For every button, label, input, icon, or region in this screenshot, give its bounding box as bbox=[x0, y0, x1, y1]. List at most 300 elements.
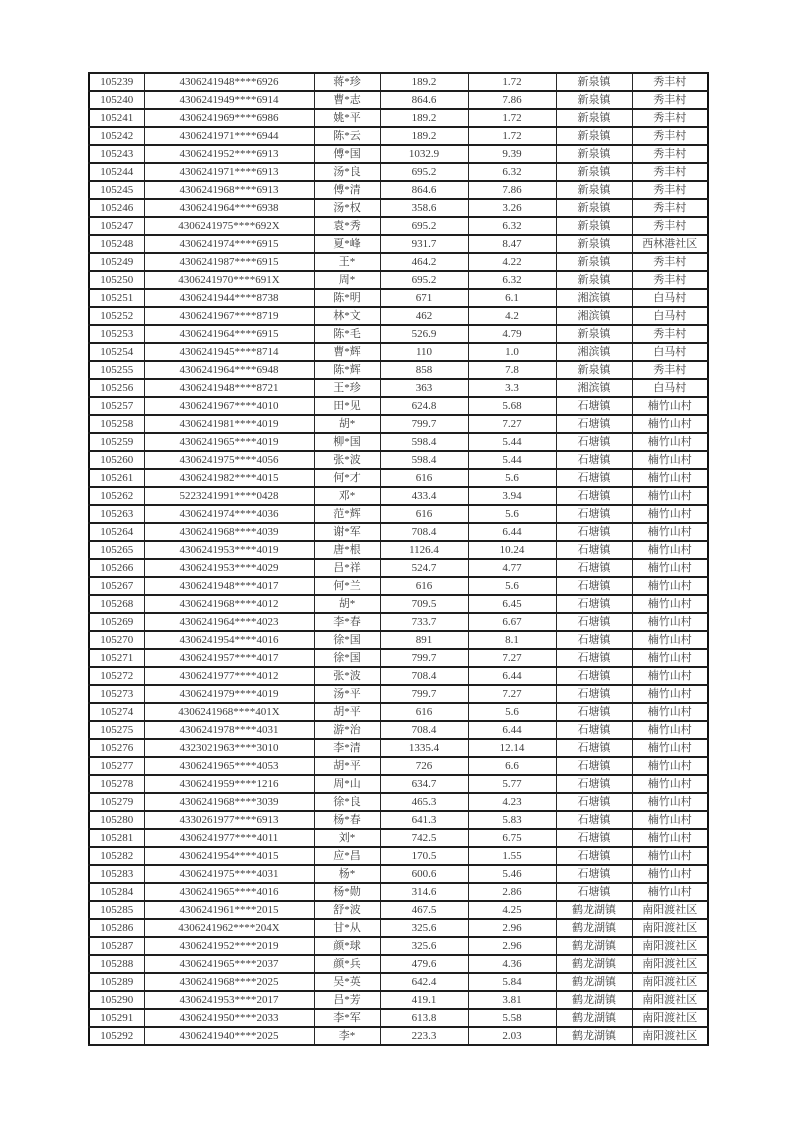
table-row bbox=[89, 541, 708, 559]
name-cell: 田*见 bbox=[314, 397, 380, 415]
village-cell: 楠竹山村 bbox=[632, 685, 708, 703]
village-cell: 楠竹山村 bbox=[632, 775, 708, 793]
name-cell: 邓* bbox=[314, 487, 380, 505]
town-cell: 新泉镇 bbox=[556, 73, 632, 91]
town-cell: 新泉镇 bbox=[556, 127, 632, 145]
serial-number-cell: 105266 bbox=[89, 559, 144, 577]
area-cell: 7.86 bbox=[468, 91, 556, 109]
serial-number-cell: 105278 bbox=[89, 775, 144, 793]
serial-number-cell: 105264 bbox=[89, 523, 144, 541]
id-number-cell: 4306241953****4029 bbox=[144, 559, 314, 577]
amount-cell: 598.4 bbox=[380, 433, 468, 451]
id-number-cell: 4306241965****2037 bbox=[144, 955, 314, 973]
table-row bbox=[89, 469, 708, 487]
area-cell: 5.77 bbox=[468, 775, 556, 793]
name-cell: 陈*明 bbox=[314, 289, 380, 307]
name-cell: 陈*毛 bbox=[314, 325, 380, 343]
table-row bbox=[89, 667, 708, 685]
name-cell: 胡*平 bbox=[314, 703, 380, 721]
area-cell: 5.83 bbox=[468, 811, 556, 829]
serial-number-cell: 105257 bbox=[89, 397, 144, 415]
town-cell: 石塘镇 bbox=[556, 505, 632, 523]
area-cell: 6.32 bbox=[468, 271, 556, 289]
serial-number-cell: 105281 bbox=[89, 829, 144, 847]
name-cell: 王* bbox=[314, 253, 380, 271]
table-row bbox=[89, 649, 708, 667]
amount-cell: 634.7 bbox=[380, 775, 468, 793]
table-row bbox=[89, 289, 708, 307]
town-cell: 新泉镇 bbox=[556, 181, 632, 199]
serial-number-cell: 105271 bbox=[89, 649, 144, 667]
amount-cell: 325.6 bbox=[380, 919, 468, 937]
village-cell: 南阳渡社区 bbox=[632, 991, 708, 1009]
town-cell: 石塘镇 bbox=[556, 649, 632, 667]
id-number-cell: 4306241944****8738 bbox=[144, 289, 314, 307]
amount-cell: 616 bbox=[380, 505, 468, 523]
village-cell: 南阳渡社区 bbox=[632, 937, 708, 955]
area-cell: 6.32 bbox=[468, 217, 556, 235]
table-row bbox=[89, 829, 708, 847]
name-cell: 舒*波 bbox=[314, 901, 380, 919]
table-row bbox=[89, 145, 708, 163]
area-cell: 5.44 bbox=[468, 433, 556, 451]
area-cell: 1.72 bbox=[468, 73, 556, 91]
serial-number-cell: 105265 bbox=[89, 541, 144, 559]
area-cell: 6.32 bbox=[468, 163, 556, 181]
serial-number-cell: 105288 bbox=[89, 955, 144, 973]
area-cell: 2.86 bbox=[468, 883, 556, 901]
serial-number-cell: 105287 bbox=[89, 937, 144, 955]
serial-number-cell: 105290 bbox=[89, 991, 144, 1009]
table-row bbox=[89, 505, 708, 523]
name-cell: 汤*权 bbox=[314, 199, 380, 217]
amount-cell: 799.7 bbox=[380, 685, 468, 703]
table-row bbox=[89, 271, 708, 289]
table-row bbox=[89, 883, 708, 901]
serial-number-cell: 105245 bbox=[89, 181, 144, 199]
id-number-cell: 4306241964****6948 bbox=[144, 361, 314, 379]
serial-number-cell: 105279 bbox=[89, 793, 144, 811]
id-number-cell: 4306241978****4031 bbox=[144, 721, 314, 739]
id-number-cell: 4306241975****692X bbox=[144, 217, 314, 235]
amount-cell: 742.5 bbox=[380, 829, 468, 847]
amount-cell: 419.1 bbox=[380, 991, 468, 1009]
id-number-cell: 4323021963****3010 bbox=[144, 739, 314, 757]
name-cell: 陈*云 bbox=[314, 127, 380, 145]
village-cell: 楠竹山村 bbox=[632, 415, 708, 433]
town-cell: 新泉镇 bbox=[556, 91, 632, 109]
area-cell: 7.27 bbox=[468, 649, 556, 667]
area-cell: 6.44 bbox=[468, 667, 556, 685]
village-cell: 楠竹山村 bbox=[632, 865, 708, 883]
area-cell: 3.3 bbox=[468, 379, 556, 397]
town-cell: 石塘镇 bbox=[556, 811, 632, 829]
amount-cell: 598.4 bbox=[380, 451, 468, 469]
amount-cell: 799.7 bbox=[380, 415, 468, 433]
town-cell: 鹤龙湖镇 bbox=[556, 1027, 632, 1045]
table-row bbox=[89, 631, 708, 649]
serial-number-cell: 105270 bbox=[89, 631, 144, 649]
name-cell: 林*文 bbox=[314, 307, 380, 325]
amount-cell: 616 bbox=[380, 469, 468, 487]
area-cell: 2.03 bbox=[468, 1027, 556, 1045]
table-row bbox=[89, 811, 708, 829]
village-cell: 楠竹山村 bbox=[632, 829, 708, 847]
town-cell: 湘滨镇 bbox=[556, 289, 632, 307]
town-cell: 鹤龙湖镇 bbox=[556, 937, 632, 955]
amount-cell: 616 bbox=[380, 703, 468, 721]
name-cell: 颜*兵 bbox=[314, 955, 380, 973]
area-cell: 1.55 bbox=[468, 847, 556, 865]
town-cell: 湘滨镇 bbox=[556, 379, 632, 397]
serial-number-cell: 105275 bbox=[89, 721, 144, 739]
town-cell: 石塘镇 bbox=[556, 397, 632, 415]
table-row bbox=[89, 379, 708, 397]
town-cell: 石塘镇 bbox=[556, 865, 632, 883]
name-cell: 汤*良 bbox=[314, 163, 380, 181]
area-cell: 10.24 bbox=[468, 541, 556, 559]
town-cell: 湘滨镇 bbox=[556, 343, 632, 361]
amount-cell: 709.5 bbox=[380, 595, 468, 613]
serial-number-cell: 105250 bbox=[89, 271, 144, 289]
serial-number-cell: 105276 bbox=[89, 739, 144, 757]
town-cell: 新泉镇 bbox=[556, 109, 632, 127]
village-cell: 秀丰村 bbox=[632, 181, 708, 199]
area-cell: 1.0 bbox=[468, 343, 556, 361]
village-cell: 楠竹山村 bbox=[632, 631, 708, 649]
table-row bbox=[89, 919, 708, 937]
village-cell: 楠竹山村 bbox=[632, 505, 708, 523]
serial-number-cell: 105258 bbox=[89, 415, 144, 433]
amount-cell: 864.6 bbox=[380, 181, 468, 199]
id-number-cell: 4306241979****4019 bbox=[144, 685, 314, 703]
town-cell: 石塘镇 bbox=[556, 829, 632, 847]
town-cell: 石塘镇 bbox=[556, 613, 632, 631]
village-cell: 楠竹山村 bbox=[632, 667, 708, 685]
name-cell: 范*辉 bbox=[314, 505, 380, 523]
serial-number-cell: 105280 bbox=[89, 811, 144, 829]
amount-cell: 708.4 bbox=[380, 721, 468, 739]
village-cell: 南阳渡社区 bbox=[632, 973, 708, 991]
area-cell: 4.79 bbox=[468, 325, 556, 343]
town-cell: 鹤龙湖镇 bbox=[556, 1009, 632, 1027]
area-cell: 5.6 bbox=[468, 505, 556, 523]
village-cell: 楠竹山村 bbox=[632, 613, 708, 631]
serial-number-cell: 105273 bbox=[89, 685, 144, 703]
area-cell: 3.94 bbox=[468, 487, 556, 505]
area-cell: 4.2 bbox=[468, 307, 556, 325]
village-cell: 楠竹山村 bbox=[632, 721, 708, 739]
village-cell: 白马村 bbox=[632, 307, 708, 325]
id-number-cell: 4306241977****4012 bbox=[144, 667, 314, 685]
village-cell: 秀丰村 bbox=[632, 73, 708, 91]
name-cell: 何*兰 bbox=[314, 577, 380, 595]
area-cell: 4.25 bbox=[468, 901, 556, 919]
town-cell: 石塘镇 bbox=[556, 703, 632, 721]
id-number-cell: 4306241945****8714 bbox=[144, 343, 314, 361]
amount-cell: 726 bbox=[380, 757, 468, 775]
serial-number-cell: 105282 bbox=[89, 847, 144, 865]
table-row bbox=[89, 523, 708, 541]
town-cell: 石塘镇 bbox=[556, 847, 632, 865]
id-number-cell: 4306241948****8721 bbox=[144, 379, 314, 397]
table-body bbox=[89, 73, 708, 1045]
serial-number-cell: 105289 bbox=[89, 973, 144, 991]
amount-cell: 642.4 bbox=[380, 973, 468, 991]
table-row bbox=[89, 163, 708, 181]
table-row bbox=[89, 199, 708, 217]
serial-number-cell: 105242 bbox=[89, 127, 144, 145]
area-cell: 6.75 bbox=[468, 829, 556, 847]
town-cell: 石塘镇 bbox=[556, 451, 632, 469]
area-cell: 2.96 bbox=[468, 919, 556, 937]
village-cell: 楠竹山村 bbox=[632, 739, 708, 757]
village-cell: 南阳渡社区 bbox=[632, 901, 708, 919]
id-number-cell: 4306241962****204X bbox=[144, 919, 314, 937]
serial-number-cell: 105247 bbox=[89, 217, 144, 235]
id-number-cell: 4306241965****4053 bbox=[144, 757, 314, 775]
table-row bbox=[89, 775, 708, 793]
serial-number-cell: 105259 bbox=[89, 433, 144, 451]
town-cell: 新泉镇 bbox=[556, 235, 632, 253]
village-cell: 楠竹山村 bbox=[632, 883, 708, 901]
area-cell: 7.27 bbox=[468, 415, 556, 433]
town-cell: 鹤龙湖镇 bbox=[556, 955, 632, 973]
id-number-cell: 4330261977****6913 bbox=[144, 811, 314, 829]
serial-number-cell: 105267 bbox=[89, 577, 144, 595]
id-number-cell: 4306241981****4019 bbox=[144, 415, 314, 433]
id-number-cell: 4306241948****6926 bbox=[144, 73, 314, 91]
name-cell: 李*军 bbox=[314, 1009, 380, 1027]
id-number-cell: 4306241965****4016 bbox=[144, 883, 314, 901]
name-cell: 王*珍 bbox=[314, 379, 380, 397]
amount-cell: 189.2 bbox=[380, 73, 468, 91]
town-cell: 石塘镇 bbox=[556, 739, 632, 757]
table-row bbox=[89, 865, 708, 883]
serial-number-cell: 105285 bbox=[89, 901, 144, 919]
area-cell: 1.72 bbox=[468, 109, 556, 127]
id-number-cell: 4306241953****2017 bbox=[144, 991, 314, 1009]
amount-cell: 616 bbox=[380, 577, 468, 595]
name-cell: 吴*英 bbox=[314, 973, 380, 991]
name-cell: 傅*清 bbox=[314, 181, 380, 199]
village-cell: 秀丰村 bbox=[632, 217, 708, 235]
amount-cell: 733.7 bbox=[380, 613, 468, 631]
table-row bbox=[89, 343, 708, 361]
amount-cell: 189.2 bbox=[380, 109, 468, 127]
area-cell: 12.14 bbox=[468, 739, 556, 757]
serial-number-cell: 105251 bbox=[89, 289, 144, 307]
town-cell: 鹤龙湖镇 bbox=[556, 919, 632, 937]
amount-cell: 1335.4 bbox=[380, 739, 468, 757]
name-cell: 柳*国 bbox=[314, 433, 380, 451]
amount-cell: 223.3 bbox=[380, 1027, 468, 1045]
village-cell: 秀丰村 bbox=[632, 109, 708, 127]
area-cell: 5.84 bbox=[468, 973, 556, 991]
town-cell: 石塘镇 bbox=[556, 595, 632, 613]
town-cell: 鹤龙湖镇 bbox=[556, 991, 632, 1009]
village-cell: 秀丰村 bbox=[632, 325, 708, 343]
name-cell: 曹*辉 bbox=[314, 343, 380, 361]
name-cell: 夏*峰 bbox=[314, 235, 380, 253]
table-row bbox=[89, 955, 708, 973]
area-cell: 8.1 bbox=[468, 631, 556, 649]
serial-number-cell: 105283 bbox=[89, 865, 144, 883]
table-row bbox=[89, 433, 708, 451]
id-number-cell: 4306241968****4039 bbox=[144, 523, 314, 541]
name-cell: 吕*芳 bbox=[314, 991, 380, 1009]
name-cell: 谢*军 bbox=[314, 523, 380, 541]
id-number-cell: 4306241970****691X bbox=[144, 271, 314, 289]
serial-number-cell: 105248 bbox=[89, 235, 144, 253]
town-cell: 石塘镇 bbox=[556, 541, 632, 559]
amount-cell: 524.7 bbox=[380, 559, 468, 577]
town-cell: 石塘镇 bbox=[556, 793, 632, 811]
id-number-cell: 4306241953****4019 bbox=[144, 541, 314, 559]
area-cell: 1.72 bbox=[468, 127, 556, 145]
amount-cell: 695.2 bbox=[380, 271, 468, 289]
table-row bbox=[89, 937, 708, 955]
village-cell: 楠竹山村 bbox=[632, 433, 708, 451]
name-cell: 徐*国 bbox=[314, 649, 380, 667]
id-number-cell: 4306241971****6913 bbox=[144, 163, 314, 181]
table-row bbox=[89, 1027, 708, 1045]
table-row bbox=[89, 703, 708, 721]
id-number-cell: 4306241964****4023 bbox=[144, 613, 314, 631]
amount-cell: 931.7 bbox=[380, 235, 468, 253]
id-number-cell: 4306241967****8719 bbox=[144, 307, 314, 325]
serial-number-cell: 105269 bbox=[89, 613, 144, 631]
id-number-cell: 4306241954****4015 bbox=[144, 847, 314, 865]
area-cell: 6.6 bbox=[468, 757, 556, 775]
serial-number-cell: 105241 bbox=[89, 109, 144, 127]
serial-number-cell: 105255 bbox=[89, 361, 144, 379]
area-cell: 9.39 bbox=[468, 145, 556, 163]
amount-cell: 708.4 bbox=[380, 667, 468, 685]
table-row bbox=[89, 217, 708, 235]
id-number-cell: 4306241967****4010 bbox=[144, 397, 314, 415]
amount-cell: 363 bbox=[380, 379, 468, 397]
village-cell: 楠竹山村 bbox=[632, 811, 708, 829]
amount-cell: 479.6 bbox=[380, 955, 468, 973]
name-cell: 傅*国 bbox=[314, 145, 380, 163]
serial-number-cell: 105240 bbox=[89, 91, 144, 109]
amount-cell: 858 bbox=[380, 361, 468, 379]
name-cell: 汤*平 bbox=[314, 685, 380, 703]
area-cell: 4.22 bbox=[468, 253, 556, 271]
village-cell: 楠竹山村 bbox=[632, 469, 708, 487]
table-row bbox=[89, 577, 708, 595]
name-cell: 张*波 bbox=[314, 667, 380, 685]
name-cell: 刘* bbox=[314, 829, 380, 847]
id-number-cell: 4306241948****4017 bbox=[144, 577, 314, 595]
name-cell: 杨*春 bbox=[314, 811, 380, 829]
table-row bbox=[89, 253, 708, 271]
village-cell: 白马村 bbox=[632, 289, 708, 307]
name-cell: 何*才 bbox=[314, 469, 380, 487]
name-cell: 张*波 bbox=[314, 451, 380, 469]
village-cell: 楠竹山村 bbox=[632, 595, 708, 613]
table-row bbox=[89, 109, 708, 127]
amount-cell: 110 bbox=[380, 343, 468, 361]
town-cell: 湘滨镇 bbox=[556, 307, 632, 325]
name-cell: 周*山 bbox=[314, 775, 380, 793]
table-row bbox=[89, 901, 708, 919]
id-number-cell: 4306241975****4031 bbox=[144, 865, 314, 883]
id-number-cell: 4306241954****4016 bbox=[144, 631, 314, 649]
name-cell: 曹*志 bbox=[314, 91, 380, 109]
area-cell: 5.46 bbox=[468, 865, 556, 883]
id-number-cell: 4306241950****2033 bbox=[144, 1009, 314, 1027]
table-row bbox=[89, 973, 708, 991]
town-cell: 新泉镇 bbox=[556, 145, 632, 163]
name-cell: 游*治 bbox=[314, 721, 380, 739]
area-cell: 5.68 bbox=[468, 397, 556, 415]
amount-cell: 170.5 bbox=[380, 847, 468, 865]
id-number-cell: 4306241957****4017 bbox=[144, 649, 314, 667]
serial-number-cell: 105263 bbox=[89, 505, 144, 523]
serial-number-cell: 105249 bbox=[89, 253, 144, 271]
area-cell: 7.86 bbox=[468, 181, 556, 199]
serial-number-cell: 105261 bbox=[89, 469, 144, 487]
town-cell: 鹤龙湖镇 bbox=[556, 901, 632, 919]
serial-number-cell: 105291 bbox=[89, 1009, 144, 1027]
amount-cell: 671 bbox=[380, 289, 468, 307]
table-row bbox=[89, 451, 708, 469]
name-cell: 袁*秀 bbox=[314, 217, 380, 235]
village-cell: 白马村 bbox=[632, 379, 708, 397]
village-cell: 楠竹山村 bbox=[632, 559, 708, 577]
table-row bbox=[89, 613, 708, 631]
town-cell: 新泉镇 bbox=[556, 163, 632, 181]
village-cell: 秀丰村 bbox=[632, 145, 708, 163]
id-number-cell: 4306241977****4011 bbox=[144, 829, 314, 847]
town-cell: 石塘镇 bbox=[556, 631, 632, 649]
name-cell: 徐*良 bbox=[314, 793, 380, 811]
name-cell: 李*清 bbox=[314, 739, 380, 757]
town-cell: 鹤龙湖镇 bbox=[556, 973, 632, 991]
name-cell: 徐*国 bbox=[314, 631, 380, 649]
village-cell: 南阳渡社区 bbox=[632, 1009, 708, 1027]
amount-cell: 467.5 bbox=[380, 901, 468, 919]
amount-cell: 314.6 bbox=[380, 883, 468, 901]
town-cell: 新泉镇 bbox=[556, 199, 632, 217]
serial-number-cell: 105246 bbox=[89, 199, 144, 217]
village-cell: 南阳渡社区 bbox=[632, 919, 708, 937]
serial-number-cell: 105260 bbox=[89, 451, 144, 469]
village-cell: 南阳渡社区 bbox=[632, 955, 708, 973]
id-number-cell: 4306241968****4012 bbox=[144, 595, 314, 613]
name-cell: 胡* bbox=[314, 415, 380, 433]
table-row bbox=[89, 1009, 708, 1027]
table-row bbox=[89, 487, 708, 505]
id-number-cell: 4306241949****6914 bbox=[144, 91, 314, 109]
village-cell: 楠竹山村 bbox=[632, 793, 708, 811]
town-cell: 石塘镇 bbox=[556, 577, 632, 595]
id-number-cell: 4306241974****4036 bbox=[144, 505, 314, 523]
name-cell: 李*春 bbox=[314, 613, 380, 631]
village-cell: 楠竹山村 bbox=[632, 757, 708, 775]
village-cell: 楠竹山村 bbox=[632, 451, 708, 469]
id-number-cell: 4306241940****2025 bbox=[144, 1027, 314, 1045]
serial-number-cell: 105262 bbox=[89, 487, 144, 505]
name-cell: 杨*勋 bbox=[314, 883, 380, 901]
area-cell: 6.45 bbox=[468, 595, 556, 613]
area-cell: 6.67 bbox=[468, 613, 556, 631]
data-table bbox=[88, 72, 709, 1046]
id-number-cell: 4306241982****4015 bbox=[144, 469, 314, 487]
id-number-cell: 4306241975****4056 bbox=[144, 451, 314, 469]
